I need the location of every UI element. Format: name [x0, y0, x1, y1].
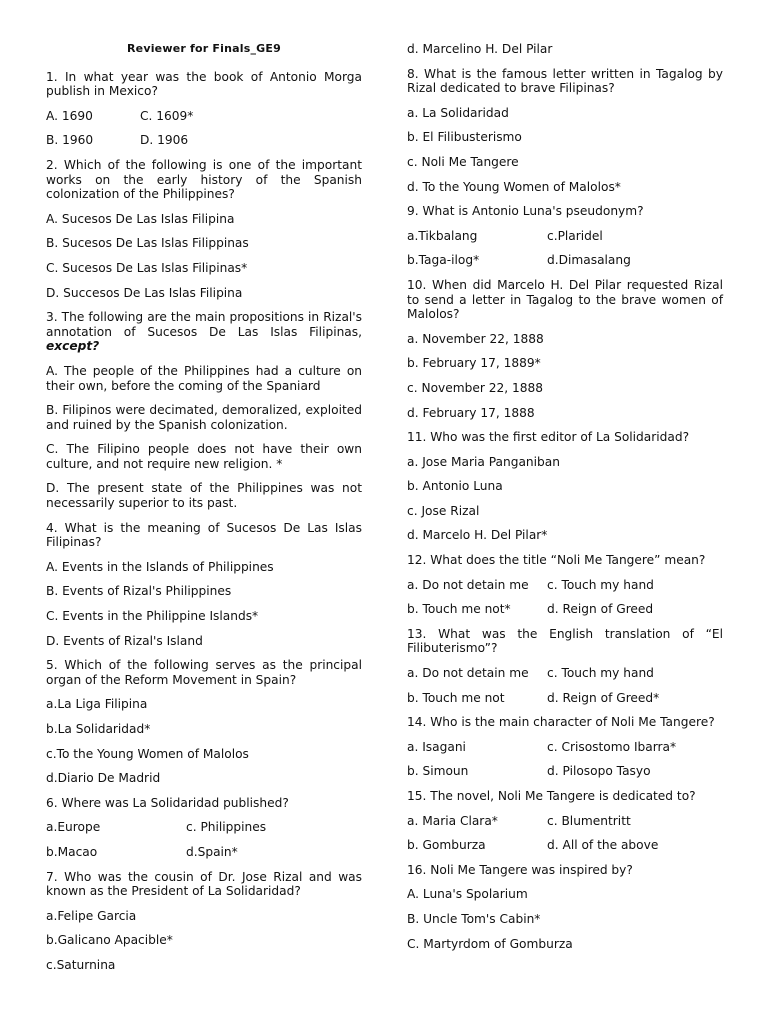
q13-options-row-2 — [407, 691, 723, 706]
option: b. Antonio Luna — [407, 479, 503, 494]
q9-options-row-2 — [407, 253, 723, 268]
option: c.Saturnina — [46, 957, 116, 972]
right-column — [407, 42, 723, 961]
question-15: 15. The novel, Noli Me Tangere is dedicated to? — [407, 789, 696, 803]
question-4: 4. What is the meaning of Sucesos De Las Islas Filipinas? — [46, 520, 362, 550]
option: d. Marcelino H. Del Pilar — [407, 42, 553, 56]
option: a. Maria Clara* — [407, 813, 498, 828]
question-5: 5. Which of the following serves as the principal organ of the Reform Movement in Spain? — [46, 658, 362, 687]
question-6: 6. Where was La Solidaridad published? — [46, 795, 289, 810]
question-12: 12. What does the title “Noli Me Tangere” mean? — [407, 553, 706, 568]
question-9: 9. What is Antonio Luna's pseudonym? — [407, 204, 644, 219]
option: b.Macao — [46, 844, 98, 859]
option: a. Do not detain me — [407, 666, 529, 681]
question-7: 7. Who was the cousin of Dr. Jose Rizal and was known as the President of La Solidaridad? — [46, 869, 362, 899]
option: A. Events in the Islands of Philippines — [46, 559, 274, 574]
q14-options-row-1 — [407, 740, 723, 755]
option: a. Jose Maria Panganiban — [407, 454, 560, 469]
question-1: 1. In what year was the book of Antonio Morga publish in Mexico? — [46, 69, 362, 99]
q9-options-row-1 — [407, 229, 723, 244]
question-16: 16. Noli Me Tangere was inspired by? — [407, 862, 633, 877]
option: b.Galicano Apacible* — [46, 933, 173, 948]
q12-options-row-1 — [407, 578, 723, 593]
option: d.Dimasalang — [547, 253, 631, 268]
q14-options-row-2 — [407, 764, 723, 779]
option: d.Spain* — [186, 844, 238, 859]
option: d. All of the above — [547, 838, 659, 853]
option: d. Reign of Greed* — [547, 690, 660, 705]
option: b.Taga-ilog* — [407, 253, 480, 268]
q6-options-row-2 — [46, 845, 362, 860]
option: a. La Solidaridad — [407, 105, 509, 120]
option: C. Events in the Philippine Islands* — [46, 609, 259, 624]
option: b. February 17, 1889* — [407, 356, 541, 371]
option: c. Noli Me Tangere — [407, 154, 519, 169]
option: b. Touch me not* — [407, 602, 511, 617]
option: D. The present state of the Philippines was not necessarily superior to its past. — [46, 481, 362, 511]
option: a.Felipe Garcia — [46, 908, 137, 923]
option: b.La Solidaridad* — [46, 722, 151, 736]
q6-options-row-1 — [46, 820, 362, 835]
question-3-emphasis: except? — [46, 339, 100, 354]
option: b. Gomburza — [407, 838, 486, 853]
q1-options-row-1 — [46, 109, 362, 124]
option: c. Blumentritt — [547, 813, 631, 828]
question-11: 11. Who was the first editor of La Solidaridad? — [407, 430, 690, 445]
option: d. Marcelo H. Del Pilar* — [407, 528, 548, 543]
document-title: Reviewer for Finals_GE9 — [127, 42, 281, 55]
option: c. Philippines — [186, 820, 267, 835]
option: a. November 22, 1888 — [407, 331, 544, 346]
option: D. 1906 — [140, 133, 189, 148]
option: C. 1609* — [140, 108, 194, 123]
option: a.Europe — [46, 820, 101, 835]
left-column — [46, 42, 362, 983]
option: B. 1960 — [46, 133, 94, 148]
question-10: 10. When did Marcelo H. Del Pilar requested Rizal to send a letter in Tagalog to the brave women of Malolos? — [407, 277, 723, 322]
option: C. Martyrdom of Gomburza — [407, 936, 573, 951]
option: c. November 22, 1888 — [407, 380, 543, 395]
option: c. Touch my hand — [547, 666, 654, 681]
option: d.Diario De Madrid — [46, 771, 161, 786]
option: c.Plaridel — [547, 228, 603, 243]
option: c. Touch my hand — [547, 577, 654, 592]
option: C. Sucesos De Las Islas Filipinas* — [46, 260, 248, 275]
q12-options-row-2 — [407, 602, 723, 617]
option: d. Reign of Greed — [547, 602, 654, 617]
option: D. Events of Rizal's Island — [46, 633, 203, 648]
question-2: 2. Which of the following is one of the important works on the early history of the Spanish colonization of the Philippines? — [46, 157, 362, 202]
option: d. Pilosopo Tasyo — [547, 764, 651, 779]
question-3-text: 3. The following are the main propositions in Rizal's annotation of Sucesos De Las Islas Filipinas, — [46, 310, 362, 339]
option: c. Jose Rizal — [407, 503, 480, 518]
option: B. Events of Rizal's Philippines — [46, 584, 232, 599]
option: a.La Liga Filipina — [46, 697, 148, 712]
option: c. Crisostomo Ibarra* — [547, 739, 677, 754]
q1-options-row-2 — [46, 133, 362, 148]
question-8: 8. What is the famous letter written in Tagalog by Rizal dedicated to brave Filipinas? — [407, 66, 723, 96]
option: A. Luna's Spolarium — [407, 887, 528, 902]
option: d. February 17, 1888 — [407, 405, 535, 420]
option: A. The people of the Philippines had a culture on their own, before the coming of the Spaniard — [46, 363, 362, 393]
option: C. The Filipino people does not have their own culture, and not require new religion. * — [46, 442, 362, 471]
option: B. Uncle Tom's Cabin* — [407, 911, 541, 926]
question-13: 13. What was the English translation of “El Filibuterismo”? — [407, 626, 723, 656]
option: A. 1690 — [46, 108, 93, 123]
q15-options-row-2 — [407, 838, 723, 853]
option: A. Sucesos De Las Islas Filipina — [46, 211, 235, 226]
question-3 — [46, 310, 362, 354]
option: B. Filipinos were decimated, demoralized, exploited and ruined by the Spanish colonization. — [46, 403, 362, 432]
question-14: 14. Who is the main character of Noli Me Tangere? — [407, 715, 715, 730]
option: D. Succesos De Las Islas Filipina — [46, 285, 243, 300]
option: b. Simoun — [407, 764, 469, 779]
option: a. Isagani — [407, 739, 466, 754]
option: a.Tikbalang — [407, 228, 478, 243]
option: b. El Filibusterismo — [407, 130, 522, 145]
option: B. Sucesos De Las Islas Filippinas — [46, 236, 249, 251]
option: b. Touch me not — [407, 690, 505, 705]
option: c.To the Young Women of Malolos — [46, 746, 249, 761]
q15-options-row-1 — [407, 814, 723, 829]
q13-options-row-1 — [407, 666, 723, 681]
option: d. To the Young Women of Malolos* — [407, 179, 621, 194]
option: a. Do not detain me — [407, 577, 529, 592]
